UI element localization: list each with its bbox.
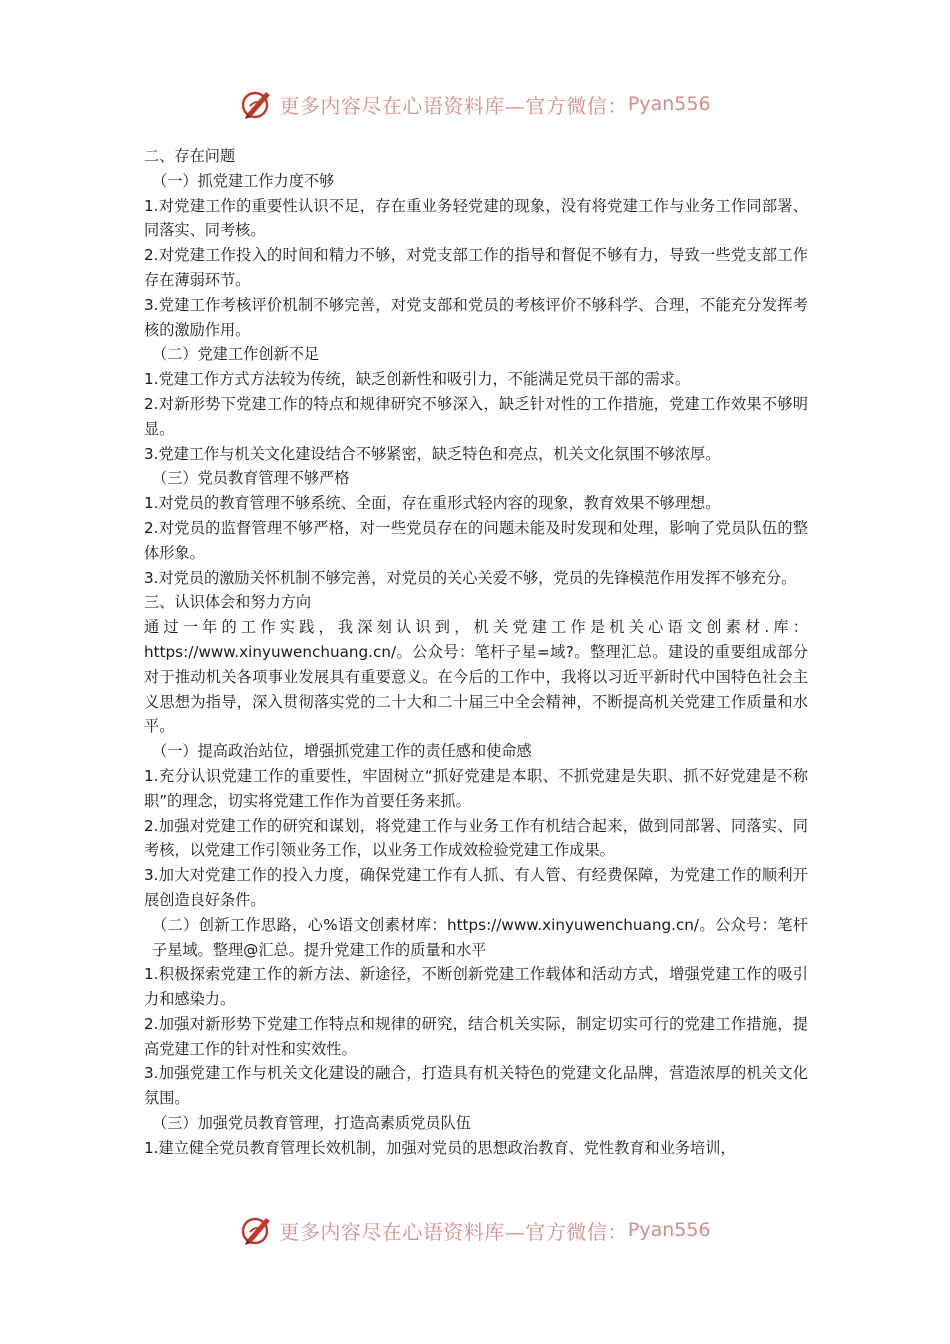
banner-text: 更多内容尽在心语资料库—官方微信： <box>279 1219 628 1244</box>
section-heading: 三、认识体会和努力方向 <box>144 593 312 612</box>
subsection-heading: （二）党建工作创新不足 <box>152 345 320 364</box>
subsection-heading: （三）党员教育管理不够严格 <box>152 469 350 488</box>
banner-wechat-id: Pyan556 <box>627 1219 711 1241</box>
paragraph: 通过一年的工作实践，我深刻认识到，机关党建工作是机关心语文创素材.库：https://www.xinyuwenchuang.cn/。公众号：笔杆子星=域?。整理汇总。建设的重要组成部分对于推动机关各项事业发展具有重要意义。在今后的工作中，我将以习近平新时代中国特色社会主义思想为指导，深入贯彻落实党的二十大和二十届三中全会精神，不断提高机关党建工作质量和水平。 <box>144 618 808 736</box>
header-banner <box>0 84 950 124</box>
subsection-heading: （一）抓党建工作力度不够 <box>152 171 335 190</box>
paragraph: 1.建立健全党员教育管理长效机制，加强对党员的思想政治教育、党性教育和业务培训， <box>144 1138 736 1157</box>
paragraph: 1.对党员的教育管理不够系统、全面，存在重形式轻内容的现象，教育效果不够理想。 <box>144 494 721 513</box>
pen-logo-icon <box>239 1212 275 1248</box>
section-heading: 二、存在问题 <box>144 147 236 165</box>
paragraph: 3.党建工作与机关文化建设结合不够紧密，缺乏特色和亮点，机关文化氛围不够浓厚。 <box>144 444 721 463</box>
paragraph: 1.积极探索党建工作的新方法、新途径，不断创新党建工作载体和活动方式，增强党建工作的吸引力和感染力。 <box>144 965 808 1009</box>
paragraph: 2.加强对新形势下党建工作特点和规律的研究，结合机关实际，制定切实可行的党建工作措施，提高党建工作的针对性和实效性。 <box>144 1014 808 1058</box>
paragraph: 3.加强党建工作与机关文化建设的融合，打造具有机关特色的党建文化品牌，营造浓厚的机关文化氛围。 <box>144 1064 808 1108</box>
paragraph: 2.对党建工作投入的时间和精力不够，对党支部工作的指导和督促不够有力，导致一些党支部工作存在薄弱环节。 <box>144 246 808 289</box>
paragraph: 1.党建工作方式方法较为传统，缺乏创新性和吸引力，不能满足党员干部的需求。 <box>144 370 691 389</box>
paragraph: 1.充分认识党建工作的重要性，牢固树立“抓好党建是本职、不抓党建是失职、抓不好党建是不称职”的理念，切实将党建工作作为首要任务来抓。 <box>144 766 808 810</box>
paragraph: 3.对党员的激励关怀机制不够完善，对党员的关心关爱不够，党员的先锋模范作用发挥不够充分。 <box>144 568 797 587</box>
paragraph: 3.党建工作考核评价机制不够完善，对党支部和党员的考核评价不够科学、合理，不能充分发挥考核的激励作用。 <box>144 295 808 339</box>
footer-banner <box>0 1210 950 1250</box>
subsection-heading: （一）提高政治站位，增强抓党建工作的责任感和使命感 <box>152 742 532 761</box>
paragraph: 2.对新形势下党建工作的特点和规律研究不够深入，缺乏针对性的工作措施，党建工作效果不够明显。 <box>144 394 808 438</box>
banner-wechat-id: Pyan556 <box>627 93 711 115</box>
paragraph: 2.加强对党建工作的研究和谋划，将党建工作与业务工作有机结合起来，做到同部署、同落实、同考核，以党建工作引领业务工作，以业务工作成效检验党建工作成果。 <box>144 816 808 860</box>
document-body <box>144 144 808 1161</box>
banner-text: 更多内容尽在心语资料库—官方微信： <box>279 93 628 118</box>
pen-logo-icon <box>239 86 275 122</box>
paragraph: 2.对党员的监督管理不够严格，对一些党员存在的问题未能及时发现和处理，影响了党员队伍的整体形象。 <box>144 518 808 562</box>
paragraph: 1.对党建工作的重要性认识不足，存在重业务轻党建的现象，没有将党建工作与业务工作同部署、同落实、同考核。 <box>144 196 808 240</box>
paragraph: 3.加大对党建工作的投入力度，确保党建工作有人抓、有人管、有经费保障，为党建工作的顺利开展创造良好条件。 <box>144 866 808 909</box>
subsection-heading: （二）创新工作思路，心%语文创素材库：https://www.xinyuwenchuang.cn/。公众号：笔杆子星域。整理@汇总。提升党建工作的质量和水平 <box>152 915 808 959</box>
subsection-heading: （三）加强党员教育管理，打造高素质党员队伍 <box>152 1114 471 1133</box>
